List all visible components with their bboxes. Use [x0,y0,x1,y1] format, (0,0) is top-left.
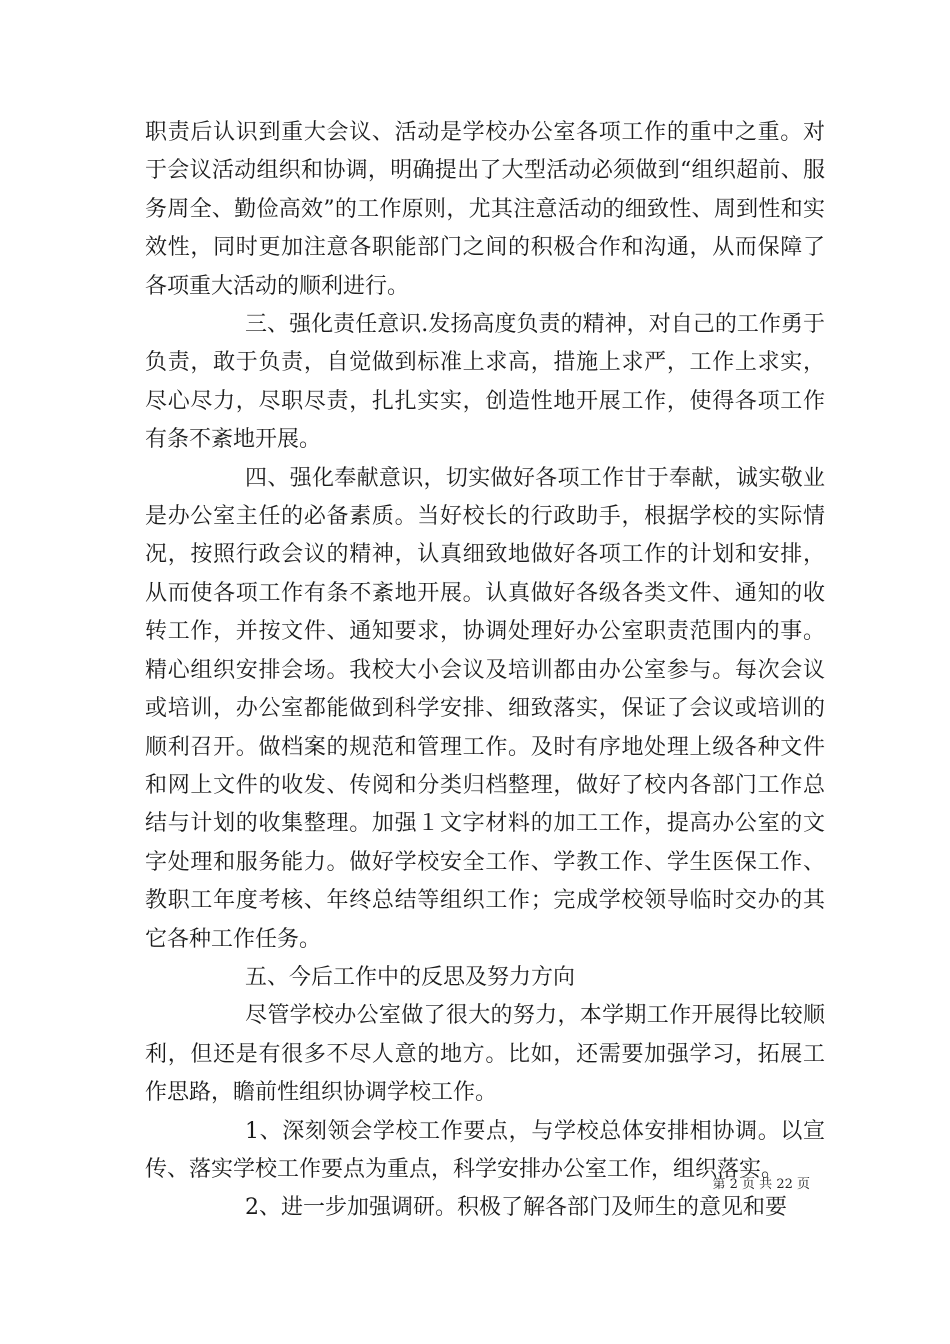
paragraph-item-two: 2、进一步加强调研。积极了解各部门及师生的意见和要 [245,1195,787,1221]
paragraph-continuation: 职责后认识到重大会议、活动是学校办公室各项工作的重中之重。对于会议活动组织和协调，明确提出了大型活动必须做到“组织超前、服务周全、勤俭高效”的工作原则，尤其注意活动的细致性、周到性和实效性，同时更加注意各职能部门之间的积极合作和沟通，从而保障了各项重大活动的顺利进行。 [145,120,825,299]
page-number-footer: 第 2 页 共 22 页 [712,1177,810,1192]
document-body [145,114,825,1228]
paragraph-reflection: 尽管学校办公室做了很大的努力，本学期工作开展得比较顺利，但还是有很多不尽人意的地方。比如，还需要加强学习，拓展工作思路，瞻前性组织协调学校工作。 [145,1003,825,1106]
paragraph-item-one: 1、深刻领会学校工作要点，与学校总体安排相协调。以宣传、落实学校工作要点为重点，科学安排办公室工作，组织落实。 [145,1118,825,1182]
paragraph-section-four: 四、强化奉献意识，切实做好各项工作甘于奉献，诚实敬业是办公室主任的必备素质。当好校长的行政助手，根据学校的实际情况，按照行政会议的精神，认真细致地做好各项工作的计划和安排，从而使各项工作有条不紊地开展。认真做好各级各类文件、通知的收转工作，并按文件、通知要求，协调处理好办公室职责范围内的事。精心组织安排会场。我校大小会议及培训都由办公室参与。每次会议或培训，办公室都能做到科学安排、细致落实，保证了会议或培训的顺利召开。做档案的规范和管理工作。及时有序地处理上级各种文件和网上文件的收发、传阅和分类归档整理，做好了校内各部门工作总结与计划的收集整理。加强１文字材料的加工工作，提高办公室的文字处理和服务能力。做好学校安全工作、学教工作、学生医保工作、教职工年度考核、年终总结等组织工作；完成学校领导临时交办的其它各种工作任务。 [145,465,825,952]
paragraph-section-three: 三、强化责任意识.发扬高度负责的精神，对自己的工作勇于负责，敢于负责，自觉做到标准上求高，措施上求严，工作上求实，尽心尽力，尽职尽责，扎扎实实，创造性地开展工作，使得各项工作有条不紊地开展。 [145,312,825,453]
section-five-heading: 五、今后工作中的反思及努力方向 [245,964,576,990]
